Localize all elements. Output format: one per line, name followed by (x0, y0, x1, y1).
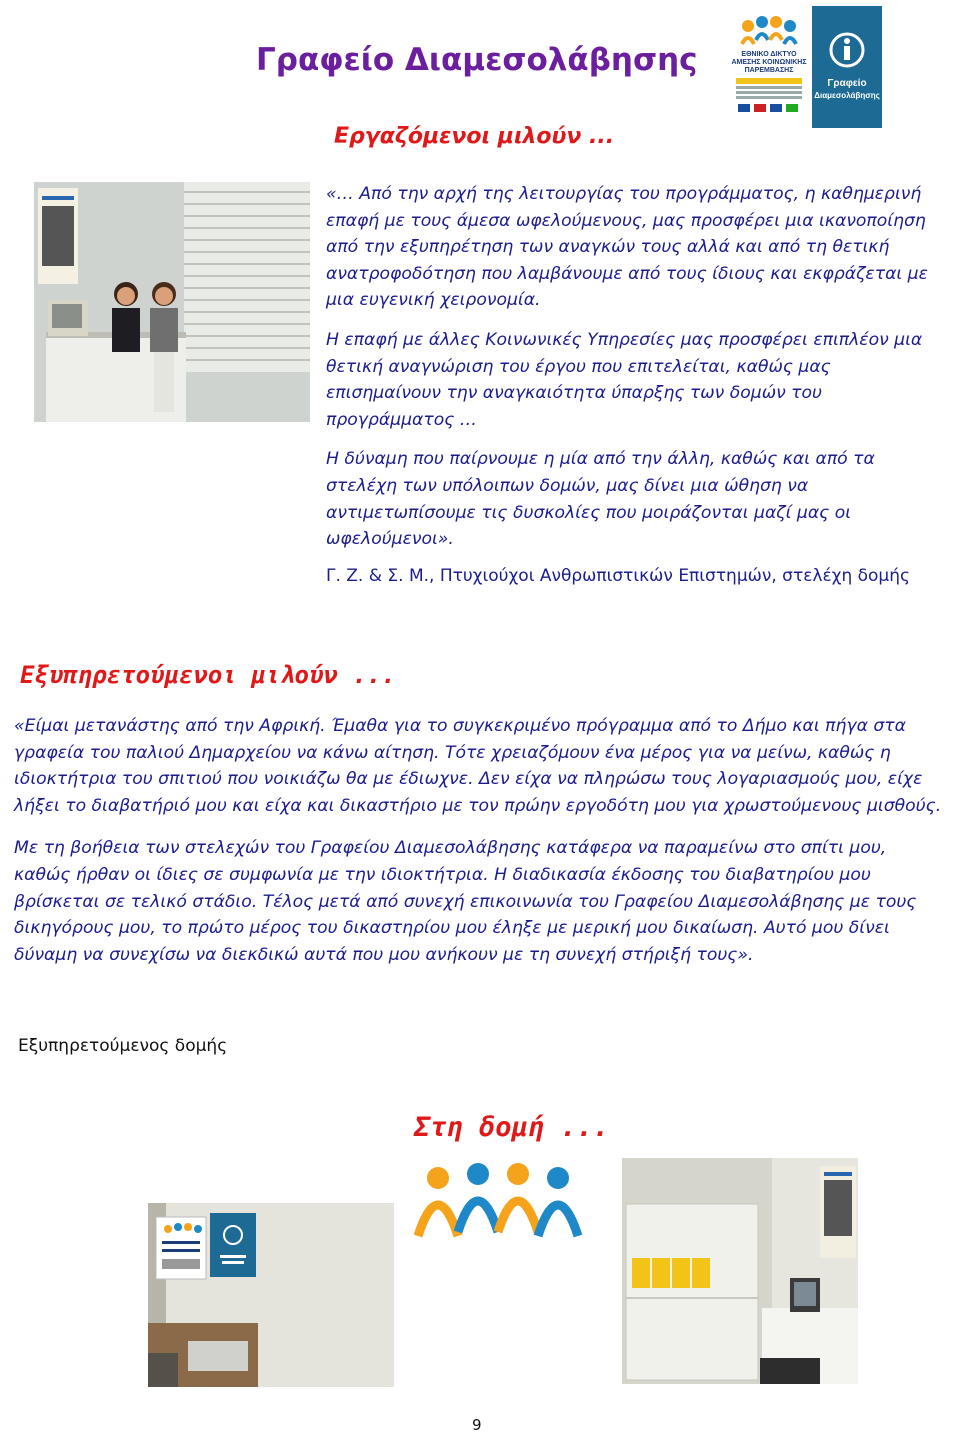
office-logo-line-2: Διαμεσολάβησης (814, 91, 880, 100)
beneficiary-quote (14, 713, 944, 984)
network-logo-line-1: ΕΘΝΙΚΟ ΔΙΚΤΥΟ (741, 51, 797, 58)
staff-quote-paragraph: «… Από την αρχή της λειτουργίας του προγράμματος, η καθημερινή επαφή με τους άμεσα ωφελούμενους, μας προσφέρει μια ικανοποίηση από την εξυπηρέτηση των αναγκών τους αλλά και από τη θετική ανατροφοδότηση που λαμβάνουμε από τους ίδιους και εκφράζεται με μια ευγενική χειρονομία. (326, 184, 928, 311)
page-title: Γραφείο Διαμεσολάβησης (256, 42, 698, 78)
network-logo-line-2: ΑΜΕΣΗΣ ΚΟΙΝΩΝΙΚΗΣ (731, 59, 807, 66)
network-people-logo (398, 1162, 598, 1244)
beneficiary-quote-paragraph: «Είμαι μετανάστης από την Αφρική. Έμαθα για το συγκεκριμένο πρόγραμμα από το Δήμο και πήγα στα γραφεία του παλιού Δημαρχείου να κάνω αίτηση. Τότε χρειαζόμουν ένα μέρος για να μείνω, καθώς η ιδιοκτήτρια του σπιτιού που νοικιάζω θα με έδιωχνε. Δεν είχα να πληρώσω τους λογαριασμούς μου, είχε λήξει το διαβατήριό μου και είχα και δικαστήριο με τον πρώην εργοδότη μου για χρωστούμενους μισθούς. (14, 716, 942, 816)
staff-section-heading: Εργαζόμενοι μιλούν ... (334, 124, 615, 149)
staff-quote (326, 181, 941, 566)
office-entrance-photo (148, 1203, 394, 1387)
office-logo (812, 6, 882, 128)
staff-quote-paragraph: Η δύναμη που παίρνουμε η μία από την άλλη, καθώς και από τα στελέχη των υπόλοιπων δομών, μας δίνει μια ώθηση να αντιμετωπίσουμε τις δυσκολίες που μοιράζονται μαζί μας οι ωφελούμενοι». (326, 449, 875, 550)
office-interior-photo (622, 1158, 858, 1384)
beneficiary-signature: Εξυπηρετούμενος δομής (18, 1036, 228, 1056)
office-logo-line-1: Γραφείο (827, 78, 867, 89)
beneficiary-section-heading: Εξυπηρετούμενοι μιλούν ... (20, 661, 396, 689)
beneficiary-quote-paragraph: Με τη βοήθεια των στελεχών του Γραφείου Διαμεσολάβησης κατάφερα να παραμείνω στο σπίτι μου, καθώς ήρθαν οι ίδιες σε συμφωνία με την ιδιοκτήτρια. Η διαδικασία έκδοσης του διαβατηρίου μου βρίσκεται σε τελικό στάδιο. Τέλος μετά από συνεχή επικοινωνία του Γραφείου Διαμεσολάβησης με τους δικηγόρους μου, το πρώτο μέρος του δικαστηρίου μου έληξε με μερική μου δικαίωση. Αυτό μου δίνει δύναμη να συνεχίσω να διεκδικώ αυτά που μου ανήκουν με τη συνεχή στήριξή τους». (14, 838, 917, 965)
network-logo-line-3: ΠΑΡΕΜΒΑΣΗΣ (744, 67, 794, 74)
page-number: 9 (472, 1416, 482, 1434)
staff-signature: Γ. Ζ. & Σ. Μ., Πτυχιούχοι Ανθρωπιστικών Επιστημών, στελέχη δομής (326, 566, 911, 586)
staff-quote-paragraph: Η επαφή με άλλες Κοινωνικές Υπηρεσίες μας προσφέρει επιπλέον μια θετική αναγνώριση του έργου που επιτελείται, καθώς μας επισημαίνουν την αναγκαιότητα ύπαρξης των δομών του προγράμματος … (326, 329, 923, 430)
staff-photo (34, 182, 310, 422)
network-logo (728, 10, 810, 118)
facility-section-heading: Στη δομή ... (414, 1112, 610, 1143)
